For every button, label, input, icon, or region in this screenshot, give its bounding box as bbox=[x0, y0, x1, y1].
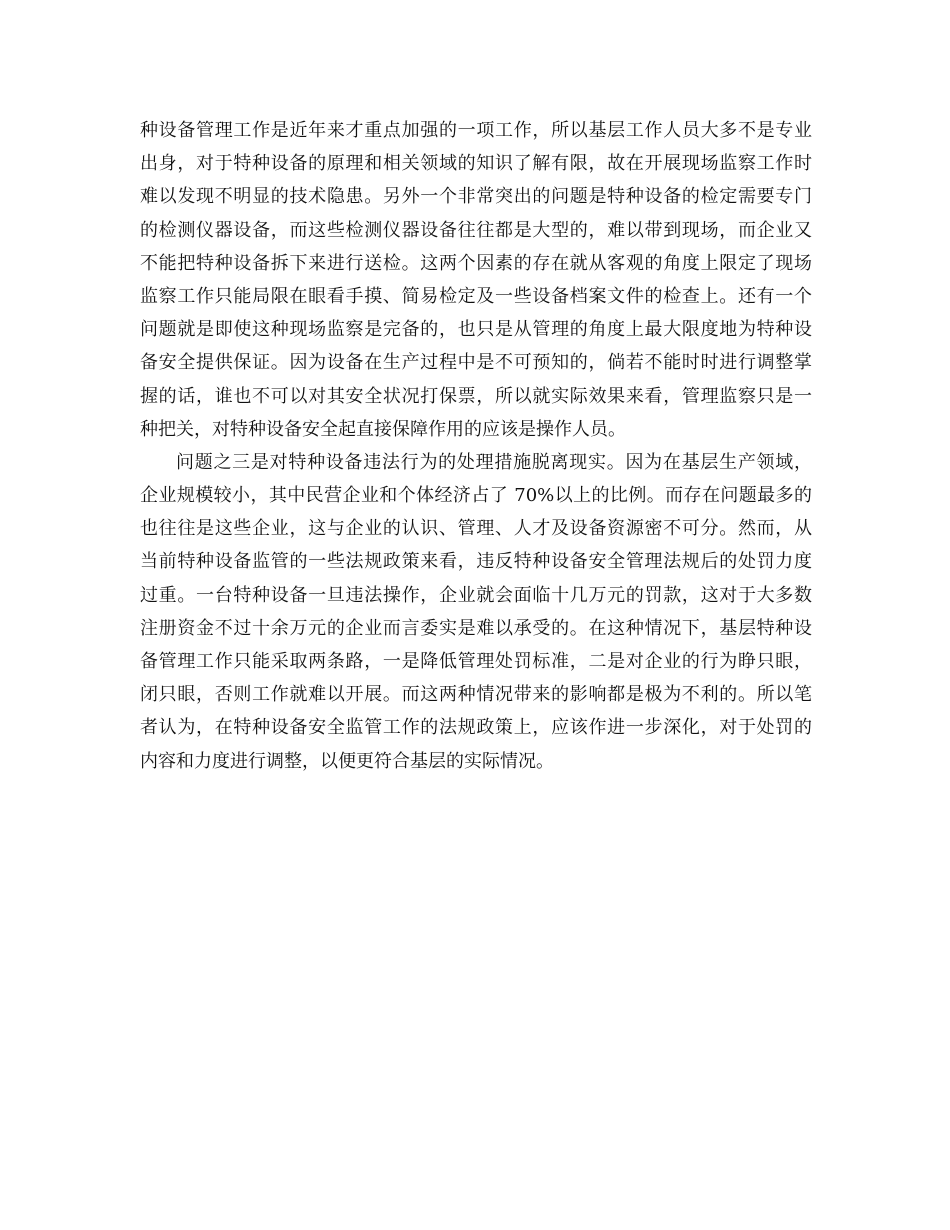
text-line: 注册资金不过十余万元的企业而言委实是难以承受的。在这种情况下，基层特种设 bbox=[140, 617, 812, 639]
text-line: 种设备管理工作是近年来才重点加强的一项工作，所以基层工作人员大多不是专业 bbox=[140, 120, 812, 141]
text-line: 不能把特种设备拆下来进行送检。这两个因素的存在就从客观的角度上限定了现场 bbox=[140, 252, 812, 274]
text-line: 备管理工作只能采取两条路，一是降低管理处罚标准，二是对企业的行为睁只眼， bbox=[140, 651, 812, 672]
text-line: 也往往是这些企业，这与企业的认识、管理、人才及设备资源密不可分。然而，从 bbox=[140, 518, 812, 540]
text-line: 闭只眼，否则工作就难以开展。而这两种情况带来的影响都是极为不利的。所以笔 bbox=[140, 684, 812, 706]
paragraph-2 bbox=[140, 446, 812, 778]
document-body bbox=[140, 114, 812, 778]
text-line: 难以发现不明显的技术隐患。另外一个非常突出的问题是特种设备的检定需要专门 bbox=[140, 186, 812, 208]
text-line: 出身，对于特种设备的原理和相关领域的知识了解有限，故在开展现场监察工作时 bbox=[140, 153, 812, 175]
text-line: 备安全提供保证。因为设备在生产过程中是不可预知的，倘若不能时时进行调整掌 bbox=[140, 352, 812, 374]
text-line: 问题就是即使这种现场监察是完备的，也只是从管理的角度上最大限度地为特种设 bbox=[140, 319, 812, 341]
text-line: 的检测仪器设备，而这些检测仪器设备往往都是大型的，难以带到现场，而企业又 bbox=[140, 219, 812, 241]
paragraph-1 bbox=[140, 114, 812, 446]
text-line: 过重。一台特种设备一旦违法操作，企业就会面临十几万元的罚款，这对于大多数 bbox=[140, 584, 812, 606]
text-line: 种把关，对特种设备安全起直接保障作用的应该是操作人员。 bbox=[140, 418, 626, 440]
text-line: 问题之三是对特种设备违法行为的处理措施脱离现实。因为在基层生产领域， bbox=[176, 451, 812, 473]
text-line: 者认为，在特种设备安全监管工作的法规政策上，应该作进一步深化，对于处罚的 bbox=[140, 717, 812, 739]
text-line: 企业规模较小，其中民营企业和个体经济占了 70%以上的比例。而存在问题最多的 bbox=[140, 485, 812, 507]
text-line: 握的话，谁也不可以对其安全状况打保票，所以就实际效果来看，管理监察只是一 bbox=[140, 385, 812, 407]
text-line: 当前特种设备监管的一些法规政策来看，违反特种设备安全管理法规后的处罚力度 bbox=[140, 551, 812, 573]
text-line: 内容和力度进行调整，以便更符合基层的实际情况。 bbox=[140, 750, 554, 772]
text-line: 监察工作只能局限在眼看手摸、简易检定及一些设备档案文件的检查上。还有一个 bbox=[140, 285, 812, 307]
